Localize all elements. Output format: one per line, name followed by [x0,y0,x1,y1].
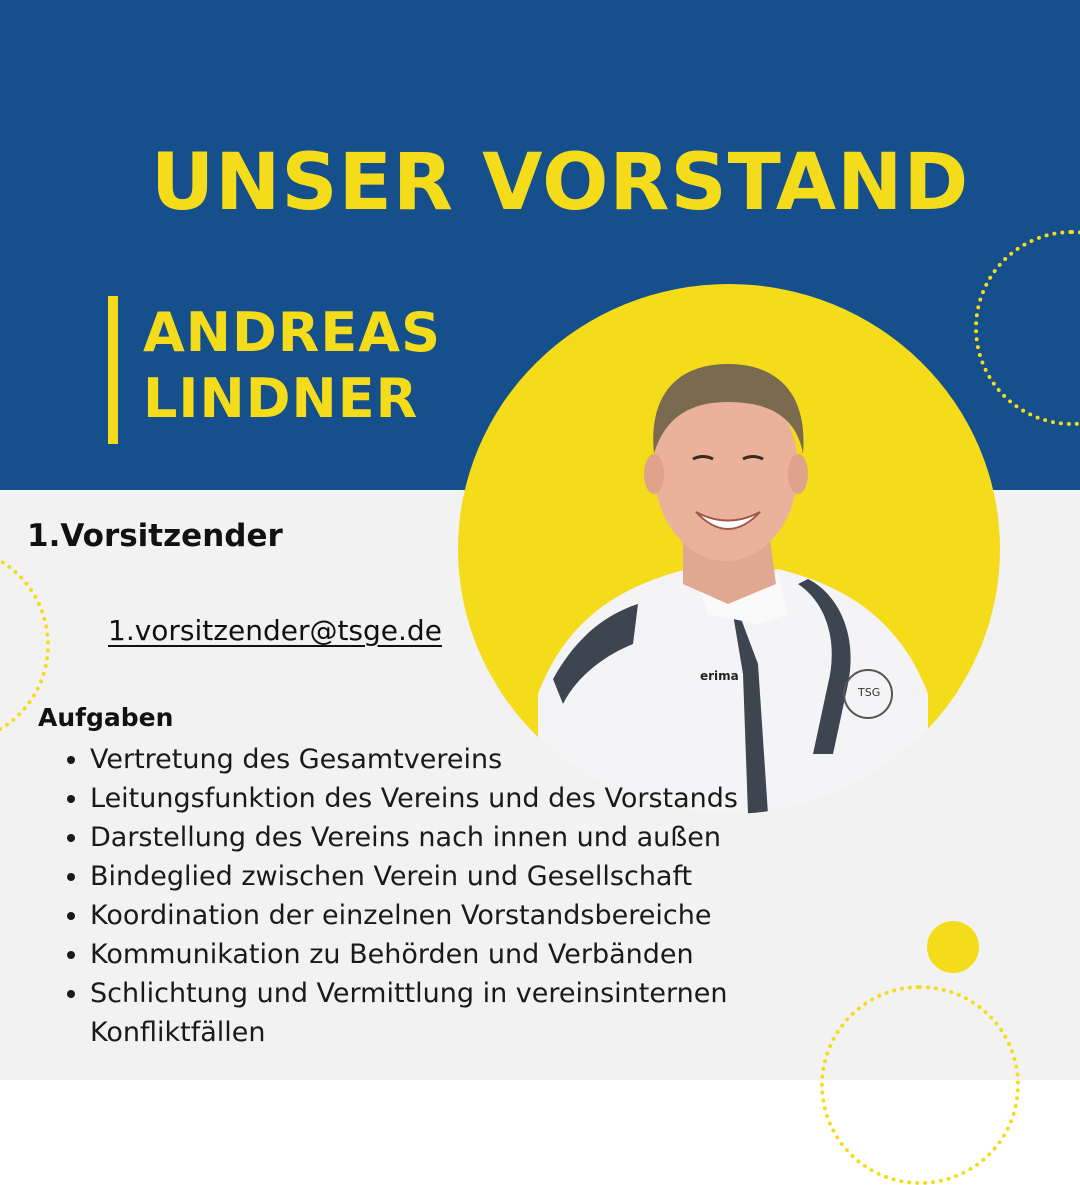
portrait-photo [458,284,1000,814]
tasks-list [62,740,890,1052]
tasks-heading: Aufgaben [38,703,174,732]
badge-text: TSG [858,686,881,699]
page-title: UNSER VORSTAND [150,138,970,228]
list-item: • Darstellung des Vereins nach innen und außen [90,818,890,857]
name-last: LINDNER [143,367,419,430]
list-item: • Schlichtung und Vermittlung in vereinsinternen Konfliktfällen [90,974,890,1052]
list-item: • Bindeglied zwischen Verein und Gesellschaft [90,857,890,896]
solid-dot-decoration [927,921,979,973]
role-title: 1.Vorsitzender [27,518,283,554]
name-accent-bar [108,296,118,444]
name-first: ANDREAS [143,301,441,364]
list-item: • Kommunikation zu Behörden und Verbänden [90,935,890,974]
jacket-brand-text: erima [700,669,739,683]
list-item: • Koordination der einzelnen Vorstandsbereiche [90,896,890,935]
person-name [143,300,441,432]
portrait-illustration [458,284,1000,814]
list-item: • Vertretung des Gesamtvereins [90,740,890,779]
list-item: • Leitungsfunktion des Vereins und des Vorstands [90,779,890,818]
email-link[interactable]: 1.vorsitzender@tsge.de [108,614,442,647]
